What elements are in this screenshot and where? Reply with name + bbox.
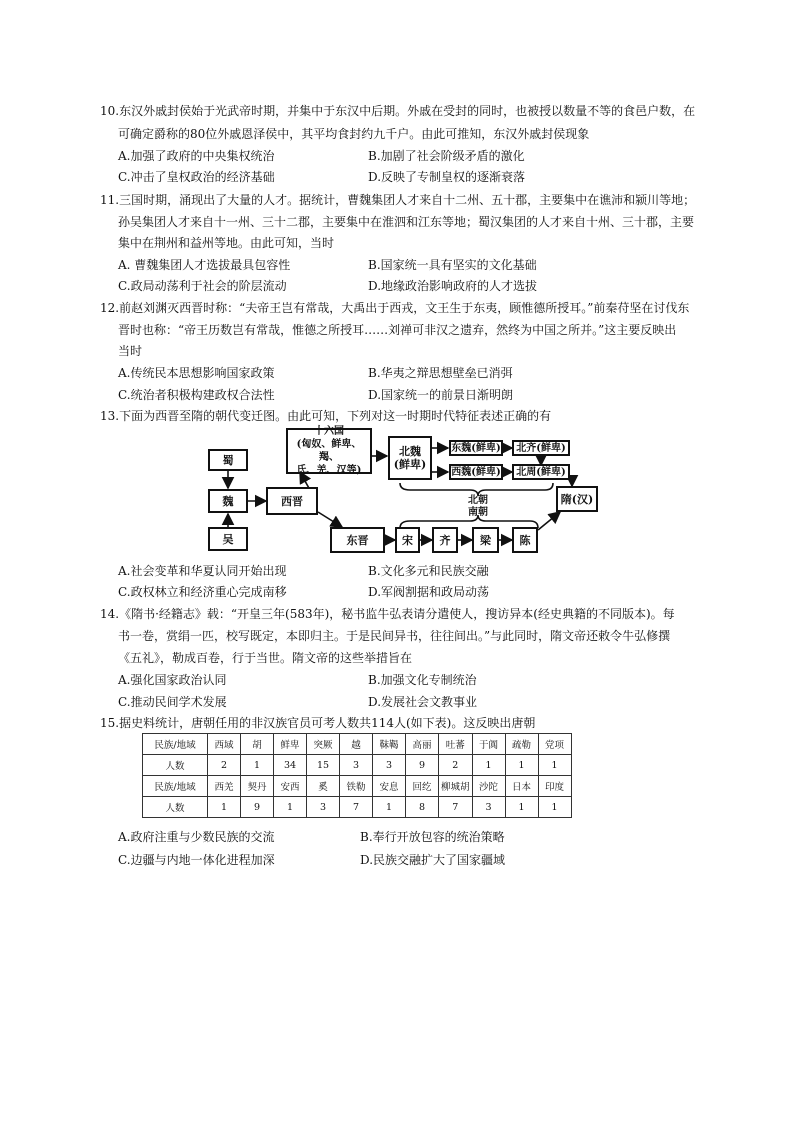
table-cell: 3 xyxy=(472,797,505,818)
label-north-south-dynasties: 北朝 南朝 xyxy=(468,495,488,518)
table-cell: 越 xyxy=(340,734,373,755)
q14-stem-line1: 14.《隋书·经籍志》载：“开皇三年(583年)，秘书监牛弘表请分遣使人，搜访异本(经史典籍的不同版本)。每 xyxy=(100,607,675,621)
table-cell: 靺鞨 xyxy=(373,734,406,755)
q13-option-d: D.军阀割据和政局动荡 xyxy=(368,585,490,599)
table-cell: 西域 xyxy=(208,734,241,755)
table-cell: 突厥 xyxy=(307,734,340,755)
q11-stem-line2: 孙吴集团人才来自十一州、三十二郡，主要集中在淮泗和江东等地；蜀汉集团的人才来自十州、三十郡，主要 xyxy=(118,215,695,229)
q10-option-c: C.冲击了皇权政治的经济基础 xyxy=(118,170,275,184)
q14-option-a: A.强化国家政治认同 xyxy=(118,673,227,687)
q13-option-c: C.政权林立和经济重心完成南移 xyxy=(118,585,287,599)
table-cell: 1 xyxy=(505,797,538,818)
q13-stem-line1: 13.下面为西晋至隋的朝代变迁图。由此可知，下列对这一时期时代特征表述正确的有 xyxy=(100,409,552,423)
q12-stem-line3: 当时 xyxy=(118,344,143,358)
table-cell: 回纥 xyxy=(406,776,439,797)
table-cell: 2 xyxy=(208,755,241,776)
q12-stem-line2: 晋时也称：“帝王历数岂有常哉，惟德之所授耳……刘禅可非汉之遗弃，然终为中国之所并。”这主要反映出 xyxy=(118,323,677,337)
box-chen: 陈 xyxy=(512,527,538,553)
q11-option-c: C.政局动荡利于社会的阶层流动 xyxy=(118,279,287,293)
table-cell: 1 xyxy=(472,755,505,776)
table-cell: 2 xyxy=(439,755,473,776)
q14-option-c: C.推动民间学术发展 xyxy=(118,695,227,709)
table-cell: 契丹 xyxy=(241,776,274,797)
box-liang: 梁 xyxy=(472,527,499,553)
box-qi: 齐 xyxy=(432,527,458,553)
table-cell: 奚 xyxy=(307,776,340,797)
table-cell: 1 xyxy=(538,797,571,818)
table-cell: 1 xyxy=(241,755,274,776)
table-cell: 7 xyxy=(340,797,373,818)
table-cell: 吐蕃 xyxy=(439,734,473,755)
table-cell: 3 xyxy=(307,797,340,818)
table-cell: 3 xyxy=(373,755,406,776)
table-cell: 9 xyxy=(406,755,439,776)
q11-option-a: A. 曹魏集团人才选拔最具包容性 xyxy=(118,258,291,272)
q15-option-b: B.奉行开放包容的统治策略 xyxy=(360,830,505,844)
q11-option-d: D.地缘政治影响政府的人才选拔 xyxy=(368,279,538,293)
table-cell: 8 xyxy=(406,797,439,818)
q10-option-d: D.反映了专制皇权的逐渐衰落 xyxy=(368,170,526,184)
table-header-cell: 人数 xyxy=(143,797,208,818)
table-header-cell: 民族/地域 xyxy=(143,734,208,755)
box-dongjin: 东晋 xyxy=(330,527,385,553)
q13-option-a: A.社会变革和华夏认同开始出现 xyxy=(118,564,287,578)
box-song: 宋 xyxy=(395,527,420,553)
q11-stem-line3: 集中在荆州和益州等地。由此可知，当时 xyxy=(118,236,335,250)
table-header-cell: 人数 xyxy=(143,755,208,776)
table-cell: 安西 xyxy=(274,776,307,797)
box-beiqi: 北齐(鲜卑) xyxy=(512,440,570,456)
table-cell: 印度 xyxy=(538,776,571,797)
table-cell: 沙陀 xyxy=(472,776,505,797)
table-row xyxy=(143,755,572,776)
q10-stem-line2: 可确定爵称的80位外戚恩泽侯中，其平均食封约九千户。由此可推知，东汉外戚封侯现象 xyxy=(118,127,590,141)
box-xiwei: 西魏(鲜卑) xyxy=(449,464,503,480)
table-cell: 34 xyxy=(274,755,307,776)
box-beiwei: 北魏 (鲜卑) xyxy=(388,436,432,480)
q15-option-c: C.边疆与内地一体化进程加深 xyxy=(118,853,275,867)
table-cell: 15 xyxy=(307,755,340,776)
table-cell: 1 xyxy=(208,797,241,818)
q12-option-d: D.国家统一的前景日渐明朗 xyxy=(368,388,514,402)
q12-stem-line1: 12.前赵刘渊灭西晋时称：“夫帝王岂有常哉，大禹出于西戎，文王生于东夷，顾惟德所授耳。”前秦苻坚在讨伐东 xyxy=(100,301,690,315)
q13-option-b: B.文化多元和民族交融 xyxy=(368,564,489,578)
q12-option-c: C.统治者积极构建政权合法性 xyxy=(118,388,275,402)
table-cell: 鲜卑 xyxy=(274,734,307,755)
table-cell: 于阗 xyxy=(472,734,505,755)
box-xijin: 西晋 xyxy=(266,487,318,515)
box-sui: 隋(汉) xyxy=(556,486,598,512)
officials-table xyxy=(142,733,572,818)
q14-option-b: B.加强文化专制统治 xyxy=(368,673,477,687)
table-row xyxy=(143,797,572,818)
table-cell: 1 xyxy=(505,755,538,776)
q10-option-b: B.加剧了社会阶级矛盾的激化 xyxy=(368,149,525,163)
table-row xyxy=(143,776,572,797)
table-cell: 7 xyxy=(439,797,473,818)
table-cell: 3 xyxy=(340,755,373,776)
box-shu: 蜀 xyxy=(208,449,248,471)
q12-option-b: B.华夷之辩思想壁垒已消弭 xyxy=(368,366,513,380)
table-row xyxy=(143,734,572,755)
table-header-cell: 民族/地域 xyxy=(143,776,208,797)
table-cell: 高丽 xyxy=(406,734,439,755)
box-wei: 魏 xyxy=(208,489,248,513)
table-cell: 1 xyxy=(274,797,307,818)
q15-stem-line1: 15.据史料统计，唐朝任用的非汉族官员可考人数共114人(如下表)。这反映出唐朝 xyxy=(100,716,536,730)
q14-option-d: D.发展社会文教事业 xyxy=(368,695,478,709)
table-cell: 疏勒 xyxy=(505,734,538,755)
q15-option-a: A.政府注重与少数民族的交流 xyxy=(118,830,275,844)
table-cell: 铁勒 xyxy=(340,776,373,797)
table-cell: 柳城胡 xyxy=(439,776,473,797)
box-sixteen-kingdoms: 十六国 (匈奴、鲜卑、羯、 氐、羌、汉等) xyxy=(286,428,372,474)
q14-stem-line2: 书一卷，赏绢一匹，校写既定，本即归主。于是民间异书，往往间出。”与此同时，隋文帝还敕令牛弘修撰 xyxy=(118,629,671,643)
q15-option-d: D.民族交融扩大了国家疆域 xyxy=(360,853,506,867)
table-cell: 日本 xyxy=(505,776,538,797)
table-cell: 1 xyxy=(373,797,406,818)
q12-option-a: A.传统民本思想影响国家政策 xyxy=(118,366,275,380)
table-cell: 9 xyxy=(241,797,274,818)
table-cell: 安息 xyxy=(373,776,406,797)
table-cell: 胡 xyxy=(241,734,274,755)
table-cell: 西羌 xyxy=(208,776,241,797)
q11-option-b: B.国家统一具有坚实的文化基础 xyxy=(368,258,537,272)
box-wu: 吴 xyxy=(208,527,248,551)
q10-option-a: A.加强了政府的中央集权统治 xyxy=(118,149,275,163)
q10-stem-line1: 10.东汉外戚封侯始于光武帝时期，并集中于东汉中后期。外戚在受封的同时，也被授以数量不等的食邑户数，在 xyxy=(100,104,696,118)
table-cell: 1 xyxy=(538,755,571,776)
box-beizhou: 北周(鲜卑) xyxy=(512,464,570,480)
q11-stem-line1: 11.三国时期，涌现出了大量的人才。据统计，曹魏集团人才来自十二州、五十郡，主要集中在谯沛和颍川等地； xyxy=(100,193,696,207)
q14-stem-line3: 《五礼》，勒成百卷，行于当世。隋文帝的这些举措旨在 xyxy=(118,651,413,665)
table-cell: 党项 xyxy=(538,734,571,755)
box-dongwei: 东魏(鲜卑) xyxy=(449,440,503,456)
